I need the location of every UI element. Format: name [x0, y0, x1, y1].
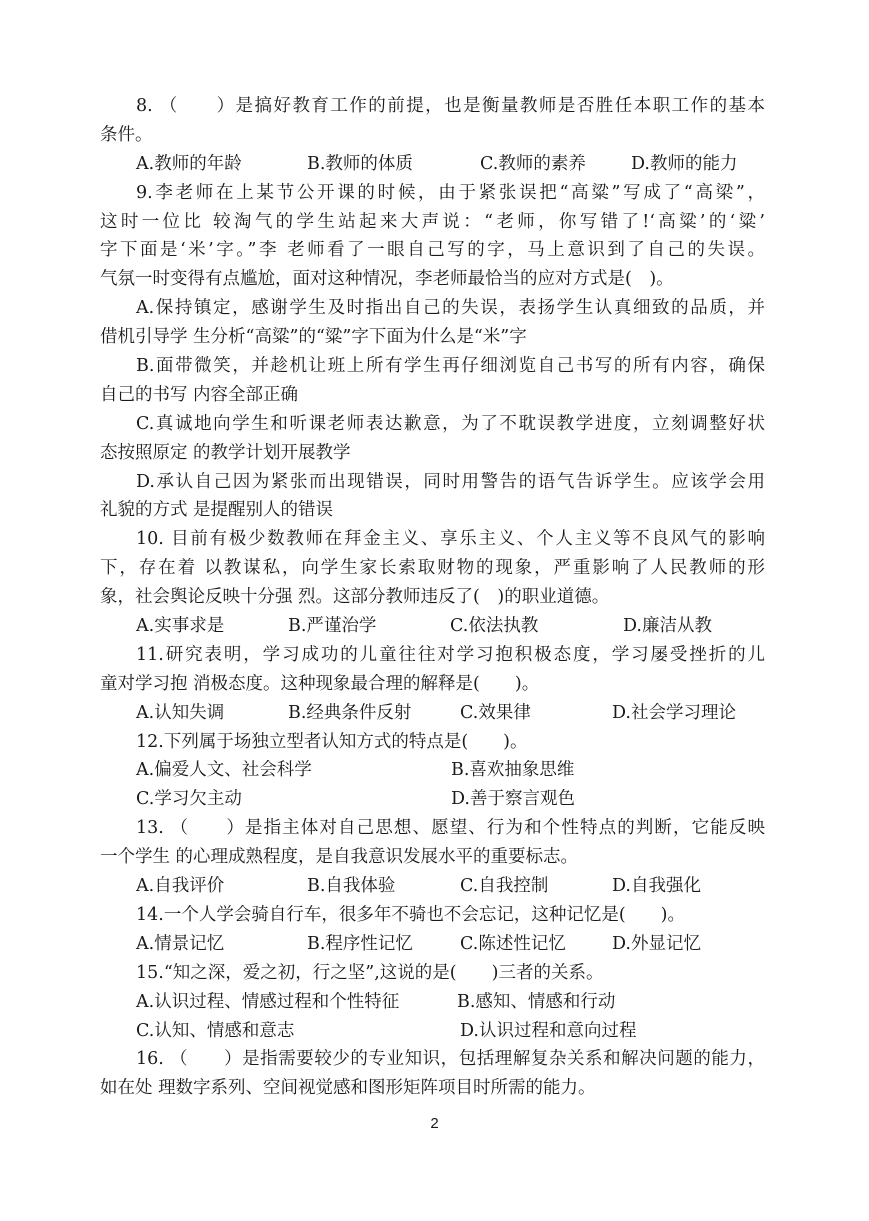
- q15-option-d: D.认识过程和意向过程: [460, 1020, 637, 1041]
- q8-option-b: B.教师的体质: [307, 153, 413, 174]
- q8-line1: 8. （ ）是搞好教育工作的前提，也是衡量教师是否胜任本职工作的基本: [136, 96, 765, 116]
- q15-option-c: C.认知、情感和意志: [136, 1020, 295, 1041]
- q15-option-b: B.感知、情感和行动: [457, 991, 616, 1012]
- q13-option-c: C.自我控制: [460, 876, 549, 897]
- q12-options-row2: [100, 785, 765, 814]
- q8-option-a: A.教师的年龄: [136, 153, 242, 174]
- q9-line3: 字下面是‘米’字。”李 老师看了一眼自己写的字，马上意识到了自己的失误。: [100, 240, 765, 261]
- q12-line1: 12.下列属于场独立型者认知方式的特点是( )。: [136, 731, 528, 752]
- q15-line1: 15.“知之深，爱之初，行之坚”,这说的是( )三者的关系。: [136, 962, 604, 983]
- q9-option-c-line2: 态按照原定 的教学计划开展教学: [100, 442, 351, 463]
- q15-options-row2: [100, 1017, 765, 1046]
- q12-option-d: D.善于察言观色: [451, 789, 575, 810]
- q9-option-a-line1: A.保持镇定，感谢学生及时指出自己的失误，表扬学生认真细致的品质，并: [136, 298, 765, 319]
- q13-line1: 13. （ ）是指主体对自己思想、愿望、行为和个性特点的判断，它能反映: [136, 818, 765, 839]
- q8-options: [100, 150, 765, 179]
- q13-options: [100, 872, 765, 901]
- q13-option-d: D.自我强化: [612, 876, 701, 897]
- q14-option-c: C.陈述性记忆: [460, 933, 566, 954]
- q9-option-b-line1: B.面带微笑，并趁机让班上所有学生再仔细浏览自己书写的所有内容，确保: [136, 356, 765, 377]
- q9-line4: 气氛一时变得有点尴尬，面对这种情况，李老师最恰当的应对方式是( )。: [100, 269, 674, 290]
- q14-option-a: A.情景记忆: [136, 933, 225, 954]
- q11-option-b: B.经典条件反射: [288, 702, 412, 723]
- q12-options-row1: [100, 756, 765, 785]
- q11-option-a: A.认知失调: [136, 702, 225, 723]
- q12-option-c: C.学习欠主动: [136, 789, 242, 810]
- q12-option-b: B.喜欢抽象思维: [451, 760, 575, 781]
- page-number: 2: [430, 1115, 439, 1132]
- q10-option-d: D.廉洁从教: [623, 616, 712, 637]
- q11-option-d: D.社会学习理论: [612, 702, 736, 723]
- q14-line1: 14.一个人学会骑自行车，很多年不骑也不会忘记，这种记忆是( )。: [136, 904, 685, 925]
- q10-option-a: A.实事求是: [136, 616, 225, 637]
- q9-option-d-line1: D.承认自己因为紧张而出现错误，同时用警告的语气告诉学生。应该学会用: [136, 471, 765, 492]
- q9-option-a-line2: 借机引导学 生分析“高粱”的“粱”字下面为什么是“米”字: [100, 327, 527, 348]
- exam-content: [100, 92, 765, 1103]
- q9-option-d-line2: 礼貌的方式 是提醒别人的错误: [100, 500, 334, 521]
- q14-option-d: D.外显记忆: [612, 933, 701, 954]
- q11-line2: 童对学习抱 消极态度。这种现象最合理的解释是( )。: [100, 673, 540, 694]
- q14-option-b: B.程序性记忆: [307, 933, 413, 954]
- q11-option-c: C.效果律: [460, 702, 531, 723]
- q8-option-d: D.教师的能力: [631, 153, 738, 174]
- q14-options: [100, 930, 765, 959]
- q12-option-a: A.偏爱人文、社会科学: [136, 760, 312, 781]
- q16-line1: 16. （ ）是指需要较少的专业知识，包括理解复杂关系和解决问题的能力，: [136, 1049, 765, 1070]
- q10-option-c: C.依法执教: [450, 616, 539, 637]
- q10-line2: 下，存在着 以教谋私，向学生家长索取财物的现象，严重影响了人民教师的形: [100, 558, 765, 579]
- q8-option-c: C.教师的素养: [480, 153, 586, 174]
- q11-options: [100, 699, 765, 728]
- q9-option-c-line1: C.真诚地向学生和听课老师表达歉意，为了不耽误教学进度，立刻调整好状: [136, 413, 765, 434]
- q13-option-b: B.自我体验: [307, 876, 396, 897]
- q10-options: [100, 612, 765, 641]
- q8-line2: 条件。: [100, 124, 153, 145]
- q11-line1: 11.研究表明，学习成功的儿童往往对学习抱积极态度，学习屡受挫折的儿: [136, 644, 765, 665]
- q9-line2: 这时一位比 较淘气的学生站起来大声说：“老师，你写错了!‘高粱’的‘粱’: [100, 211, 765, 232]
- q9-line1: 9.李老师在上某节公开课的时候，由于紧张误把“高粱”写成了“高梁”，: [136, 182, 765, 203]
- q13-option-a: A.自我评价: [136, 876, 225, 897]
- q16-line2: 如在处 理数字系列、空间视觉感和图形矩阵项目时所需的能力。: [100, 1078, 596, 1099]
- q15-option-a: A.认识过程、情感过程和个性特征: [136, 991, 400, 1012]
- q10-line3: 象，社会舆论反映十分强 烈。这部分教师违反了( )的职业道德。: [100, 587, 610, 608]
- q10-option-b: B.严谨治学: [288, 616, 377, 637]
- q9-option-b-line2: 自己的书写 内容全部正确: [100, 384, 299, 405]
- q13-line2: 一个学生 的心理成熟程度，是自我意识发展水平的重要标志。: [100, 847, 579, 868]
- q10-line1: 10. 目前有极少数教师在拜金主义、享乐主义、个人主义等不良风气的影响: [136, 529, 765, 550]
- q15-options-row1: [100, 988, 765, 1017]
